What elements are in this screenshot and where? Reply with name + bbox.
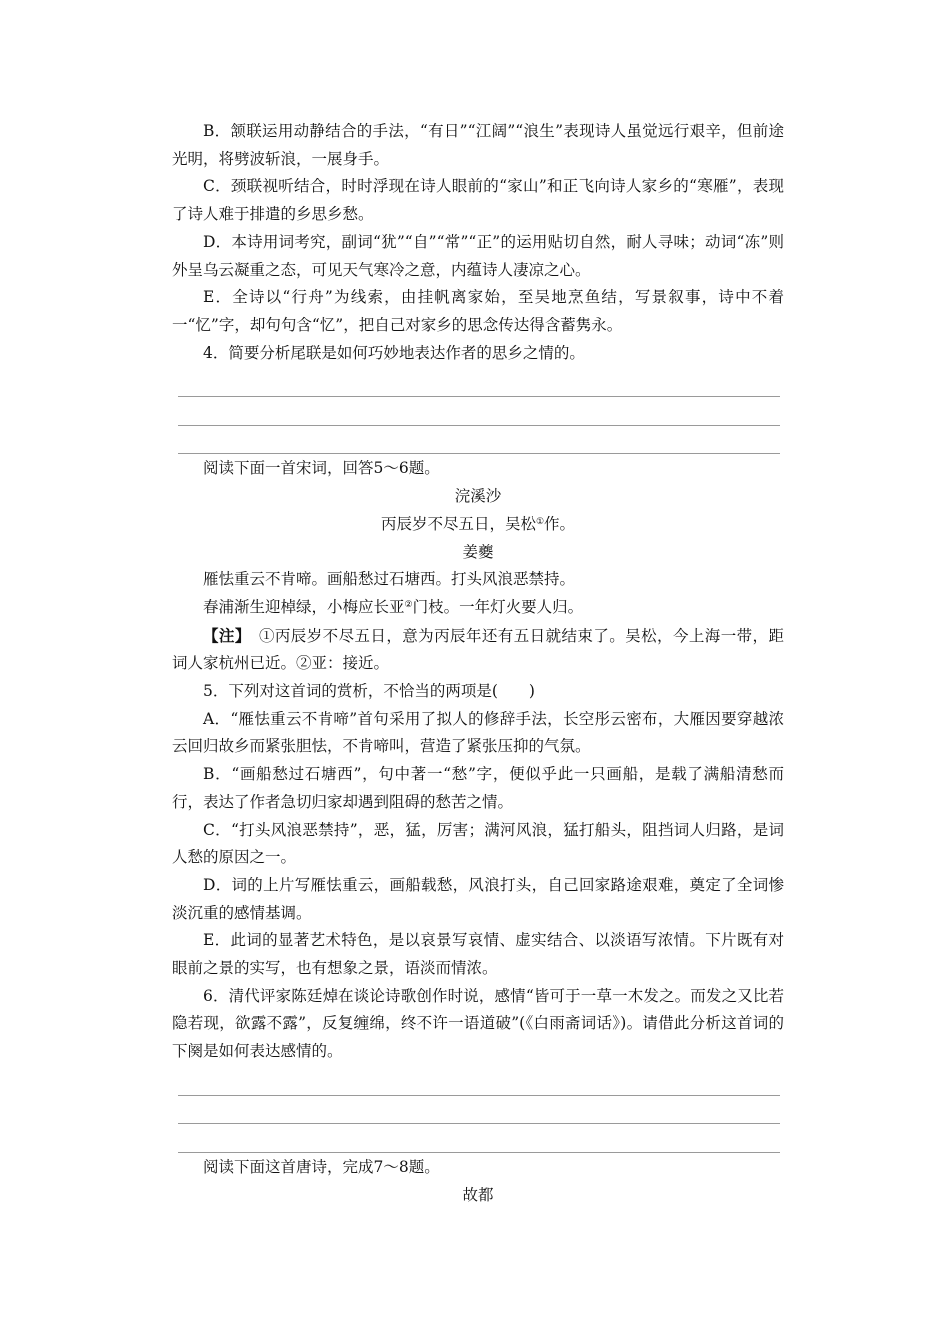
q3-option-e: E．全诗以“行舟”为线索，由挂帆离家始，至吴地烹鱼结，写景叙事，诗中不着一“忆”字，却句句含“忆”，把自己对家乡的思念传达得含蓄隽永。 [172,288,784,334]
answer-line[interactable] [178,1067,780,1096]
reading-instruction-7-8: 阅读下面这首唐诗，完成7～8题。 [203,1157,440,1176]
q5-option-d: D．词的上片写雁怯重云，画船载愁，风浪打头，自己回家路途艰难，奠定了全词惨淡沉重的感情基调。 [172,875,784,922]
poem-line-2-text: 春浦渐生迎棹绿，小梅应长亚 [203,597,405,616]
q3-option-b: B．颔联运用动静结合的手法，“有日”“江阔”“浪生”表现诗人虽觉远行艰辛，但前途光明，将劈波斩浪，一展身手。 [172,122,784,168]
answer-lines-q6 [172,1067,784,1153]
note-text: ①丙辰岁不尽五日，意为丙辰年还有五日就结束了。吴松，今上海一带，距词人家杭州已近。②亚：接近。 [172,626,784,673]
poem-line-2-end: 门枝。一年灯火要人归。 [412,597,584,616]
poem-line-1: 雁怯重云不肯啼。画船愁过石塘西。打头风浪恶禁持。 [203,570,576,589]
answer-line[interactable] [178,426,780,455]
answer-line[interactable] [178,1096,780,1125]
q5-option-e: E．此词的显著艺术特色，是以哀景写哀情、虚实结合、以淡语写浓情。下片既有对眼前之景的实写，也有想象之景，语淡而情浓。 [172,931,784,978]
question-6: 6．清代评家陈廷焯在谈论诗歌创作时说，感情“皆可于一草一木发之。而发之又比若隐若现，欲露不露”，反复缠绵，终不许一语道破”(《白雨斋词话》)。请借此分析这首词的下阕是如何表达感情的。 [172,986,784,1061]
poem-note [172,622,784,678]
question-5-stem: 5．下列对这首词的赏析，不恰当的两项是( ) [203,682,535,701]
poem-subtitle [172,511,784,539]
q5-option-c: C．“打头风浪恶禁持”，恶，猛，厉害；满河风浪，猛打船头，阻挡词人归路，是词人愁的原因之一。 [172,820,784,867]
answer-line[interactable] [178,1124,780,1153]
next-poem-title: 故都 [462,1185,494,1204]
answer-lines-q4 [172,368,784,454]
poem-subtitle-text: 丙辰岁不尽五日，吴松 [380,514,536,533]
footnote-marker-2: ② [404,599,413,610]
q5-option-b: B．“画船愁过石塘西”，句中著一“愁”字，便似乎此一只画船，是载了满船清愁而行，表达了作者急切归家却遇到阻碍的愁苦之情。 [172,765,784,811]
q3-option-d: D．本诗用词考究，副词“犹”“自”“常”“正”的运用贴切自然，耐人寻味；动词“冻”则外呈乌云凝重之态，可见天气寒冷之意，内蕴诗人凄凉之心。 [172,232,784,279]
poem-title: 浣溪沙 [454,487,502,506]
poem-line-2 [172,594,784,622]
poem-author: 姜夔 [462,542,494,561]
reading-instruction-5-6: 阅读下面一首宋词，回答5～6题。 [203,459,440,478]
answer-line[interactable] [178,397,780,426]
q3-option-c: C．颈联视听结合，时时浮现在诗人眼前的“家山”和正飞向诗人家乡的“寒雁”，表现了诗人难于排遣的乡思乡愁。 [172,177,784,224]
page-content [172,118,784,1209]
footnote-marker-1: ① [535,516,545,527]
q5-option-a: A．“雁怯重云不肯啼”首句采用了拟人的修辞手法，长空彤云密布，大雁因要穿越浓云回归故乡而紧张胆怯，不肯啼叫，营造了紧张压抑的气氛。 [172,709,784,756]
question-4: 4．简要分析尾联是如何巧妙地表达作者的思乡之情的。 [203,343,585,362]
answer-line[interactable] [178,368,780,397]
poem-subtitle-end: 作。 [544,514,576,533]
note-label: 【注】 [203,625,244,645]
